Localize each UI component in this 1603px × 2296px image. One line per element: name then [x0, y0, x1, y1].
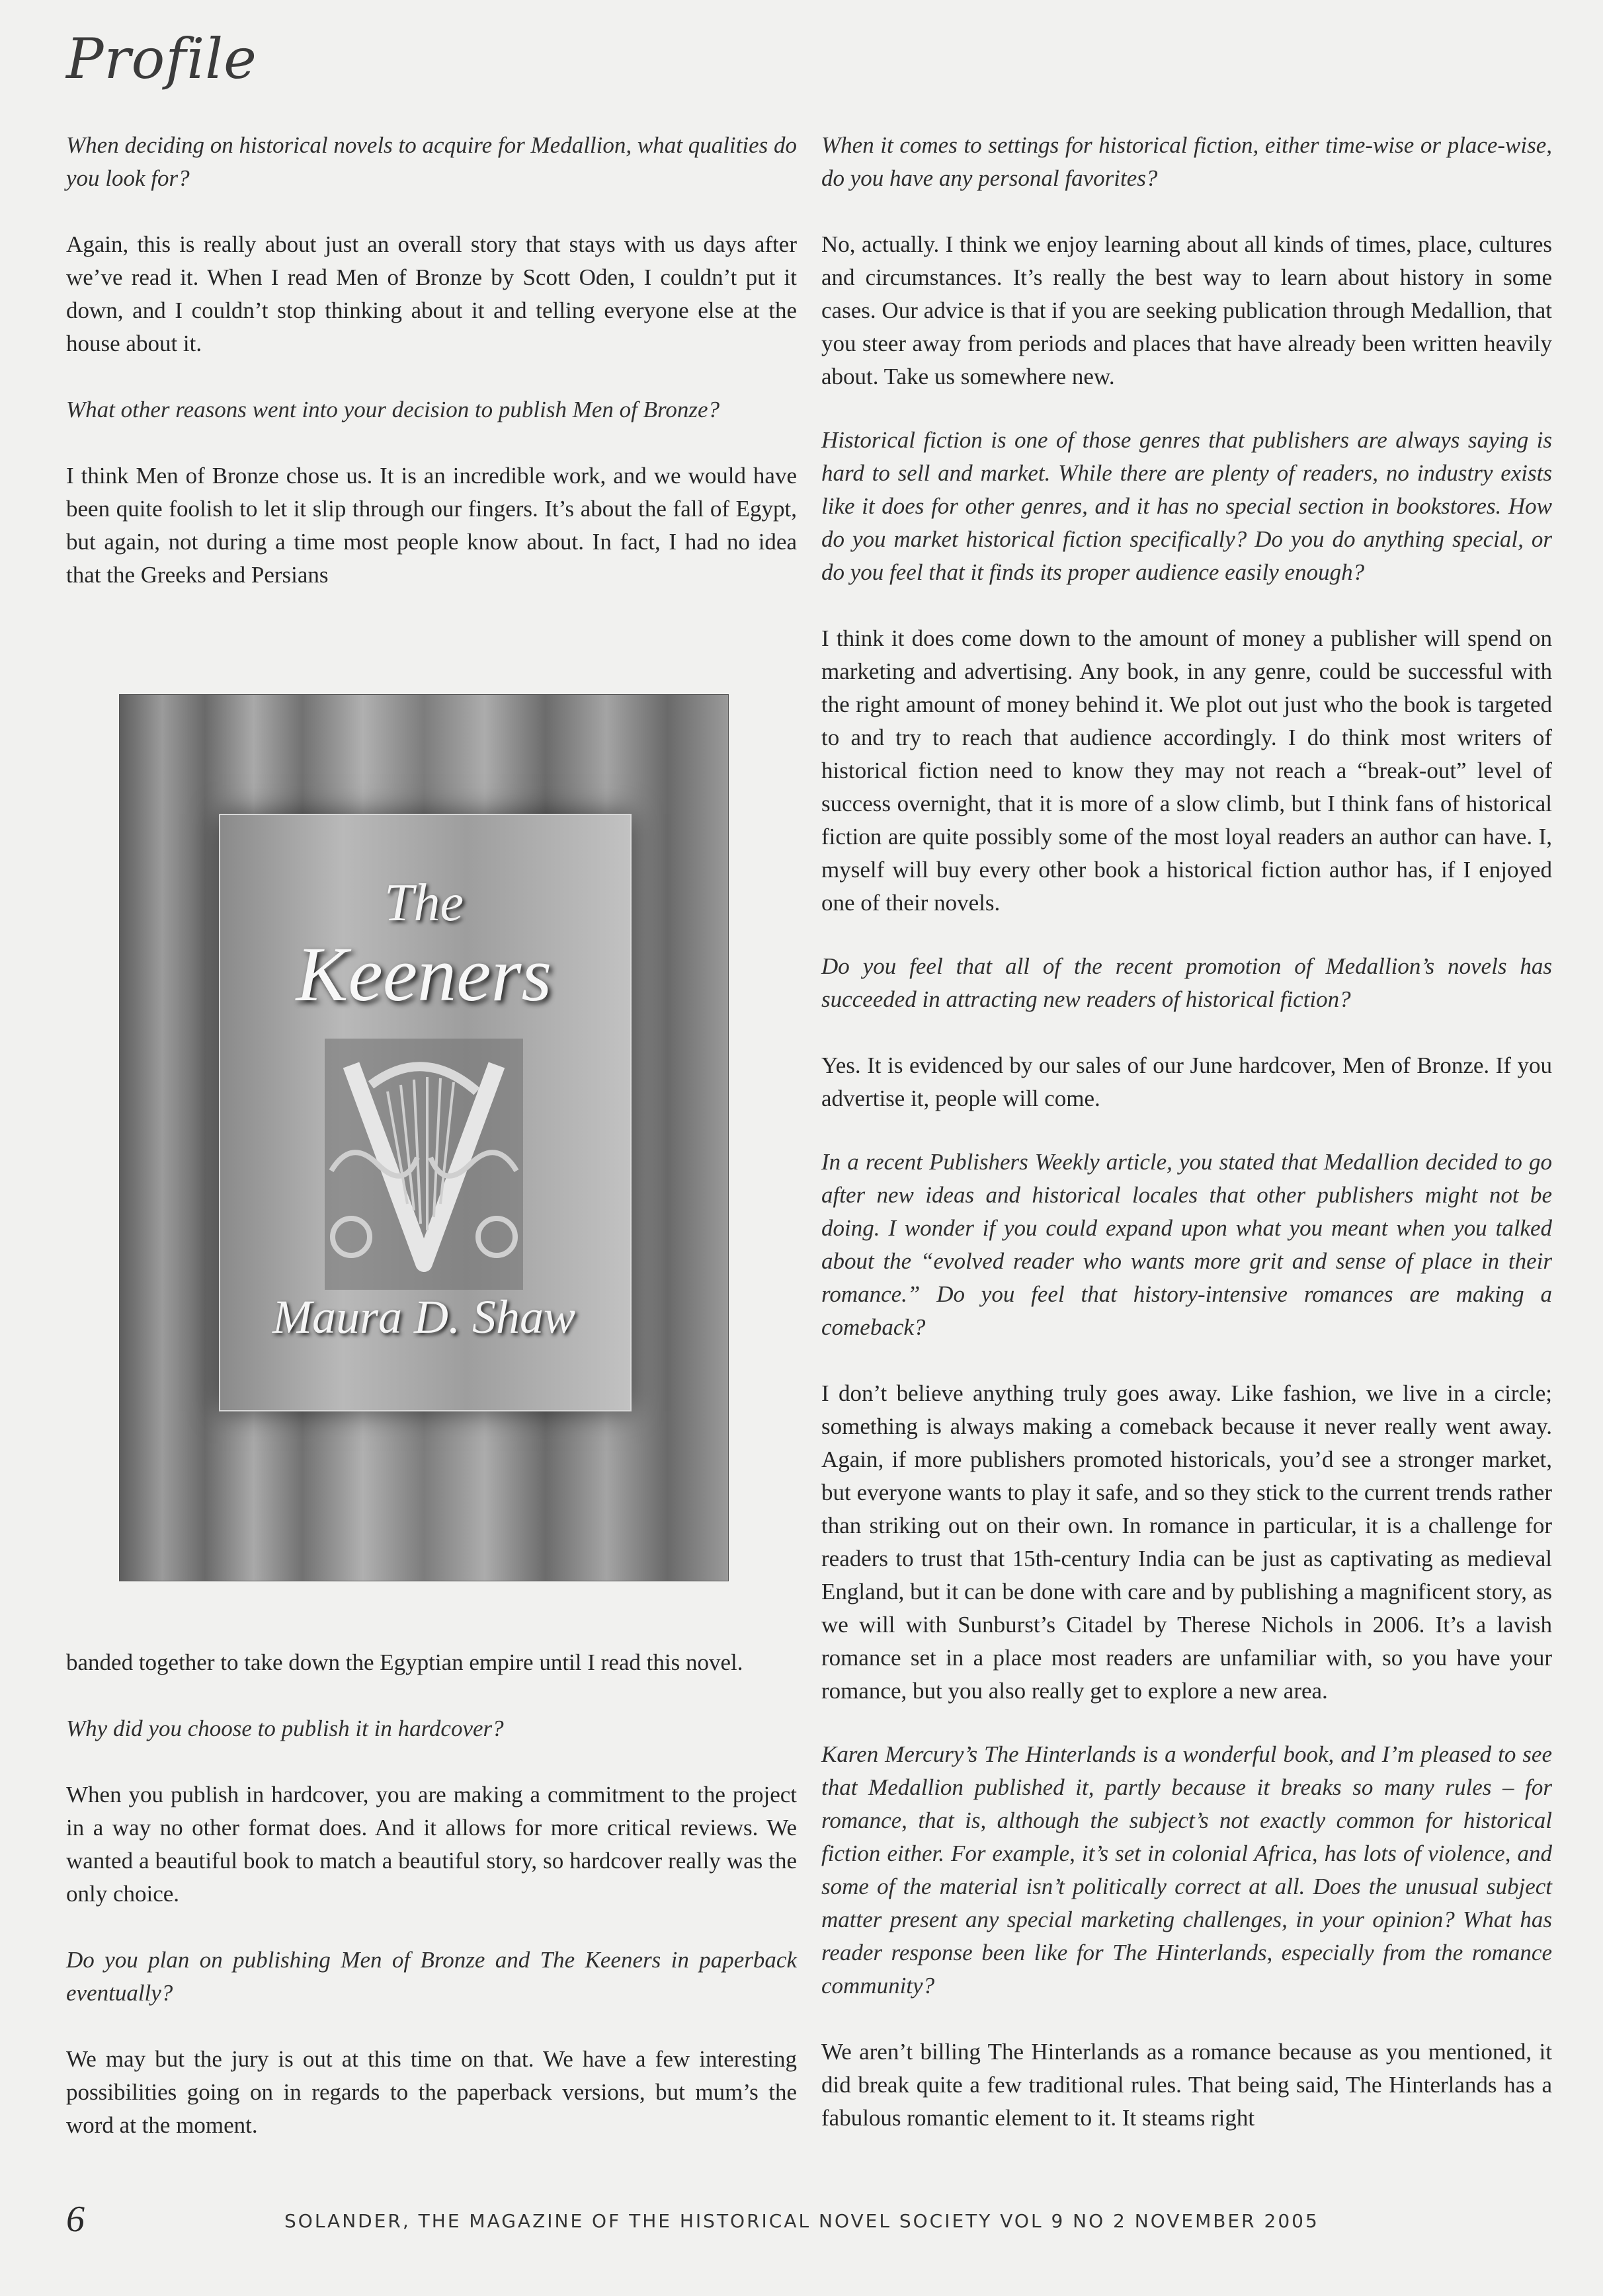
cover-title-the: The [384, 874, 464, 932]
question-7: Do you feel that all of the recent promotion of Medallion’s novels has succeeded in attracting new readers of historical fiction? [821, 953, 1552, 1012]
answer-3: When you publish in hardcover, you are making a commitment to the project in a way no other format does. And it allows for more critical reviews. We wanted a beautiful book to match a beautiful story, so hardcover really was the only choice. [66, 1782, 797, 1907]
cover-title: Keeners [296, 931, 552, 1017]
answer-5: No, actually. I think we enjoy learning about all kinds of times, place, cultures and circumstances. It’s really the best way to learn about history in some cases. Our advice is that if you are seeking publication through Medallion, that you steer away from periods and places that have already been written heavily about. Take us somewhere new. [821, 231, 1552, 389]
question-3: Why did you choose to publish it in hardcover? [66, 1716, 504, 1741]
answer-1: Again, this is really about just an overall story that stays with us days after we’ve read it. When I read Men of Bronze by Scott Oden, I couldn’t put it down, and I couldn’t stop thinking about it and telling everyone else at the house about it. [66, 231, 797, 356]
page-number: 6 [66, 2199, 85, 2240]
answer-2-continued: banded together to take down the Egyptian empire until I read this novel. [66, 1649, 743, 1675]
question-2: What other reasons went into your decision to publish Men of Bronze? [66, 397, 720, 422]
question-6: Historical fiction is one of those genres that publishers are always saying is hard to sell and market. While there are plenty of readers, no industry exists like it does for other genres, and it has no special section in bookstores. How do you market historical fiction specifically? Do you do anything special, or do you feel that it finds its proper audience easily enough? [821, 427, 1552, 585]
answer-2: I think Men of Bronze chose us. It is an incredible work, and we would have been quite foolish to let it slip through our fingers. It’s about the fall of Egypt, but again, not during a time most people know about. In fact, I had no idea that the Greeks and Persians [66, 463, 797, 588]
answer-4: We may but the jury is out at this time on that. We have a few interesting possibilities going on in regards to the paperback versions, but mum’s the word at the moment. [66, 2046, 797, 2138]
question-9: Karen Mercury’s The Hinterlands is a wonderful book, and I’m pleased to see that Medallion published it, partly because it breaks so many rules – for romance, that is, although the subject’s not exactly common for historical fiction either. For example, it’s set in colonial Africa, has lots of violence, and some of the material isn’t politically correct at all. Does the unusual subject matter present any special marketing challenges, in your opinion? What has reader response been like for The Hinterlands, especially from the romance community? [821, 1741, 1552, 1999]
answer-6: I think it does come down to the amount of money a publisher will spend on marketing and advertising. Any book, in any genre, could be successful with the right amount of money behind it. We plot out just who the book is targeted to and try to reach that audience accordingly. I do think most writers of historical fiction need to know they may not reach a “break-out” level of success overnight, that it is more of a slow climb, but I think fans of historical fiction are quite possibly some of the most loyal readers an author can have. I, myself will buy every other book a historical fiction author has, if I enjoyed one of their novels. [821, 625, 1552, 916]
answer-9: We aren’t billing The Hinterlands as a romance because as you mentioned, it did break quite a few traditional rules. That being said, The Hinterlands has a fabulous romantic element to it. It steams right [821, 2039, 1552, 2131]
left-column-continued [66, 1646, 797, 2175]
answer-7: Yes. It is evidenced by our sales of our June hardcover, Men of Bronze. If you advertise it, people will come. [821, 1052, 1552, 1111]
question-5: When it comes to settings for historical fiction, either time-wise or place-wise, do you have any personal favorites? [821, 132, 1552, 191]
answer-8: I don’t believe anything truly goes away. Like fashion, we live in a circle; something is always making a comeback because it never really went away. Again, if more publishers promoted historicals, you’d see a stronger market, but everyone wants to play it safe, and so they stick to the current trends rather than striking out on their own. In romance in particular, it is a challenge for readers to trust that 15th-century India can be just as captivating as medieval England, but it can be done with care and by publishing a magnificent story, as we will with Sunburst’s Citadel by Therese Nichols in 2006. It’s a lavish romance set in a place most readers are unfamiliar with, so you have your romance, but you also really get to explore a new area. [821, 1380, 1552, 1704]
question-4: Do you plan on publishing Men of Bronze and The Keeners in paperback eventually? [66, 1947, 797, 2006]
harp-ornament-icon [325, 1039, 523, 1290]
footer-text: SOLANDER, THE MAGAZINE OF THE HISTORICAL NOVEL SOCIETY VOL 9 NO 2 NOVEMBER 2005 [284, 2210, 1319, 2232]
section-label: Profile [66, 26, 257, 91]
left-column [66, 129, 797, 625]
question-1: When deciding on historical novels to acquire for Medallion, what qualities do you look for? [66, 132, 797, 191]
right-column [821, 129, 1552, 2165]
cover-author: Maura D. Shaw [272, 1290, 575, 1343]
book-cover-image [119, 694, 729, 1581]
question-8: In a recent Publishers Weekly article, you stated that Medallion decided to go after new ideas and historical locales that other publishers might not be doing. I wonder if you could expand upon what you meant when you talked about the “evolved reader who wants more grit and sense of place in their romance.” Do you feel that history-intensive romances are making a comeback? [821, 1149, 1552, 1340]
page-footer [66, 2199, 1541, 2244]
